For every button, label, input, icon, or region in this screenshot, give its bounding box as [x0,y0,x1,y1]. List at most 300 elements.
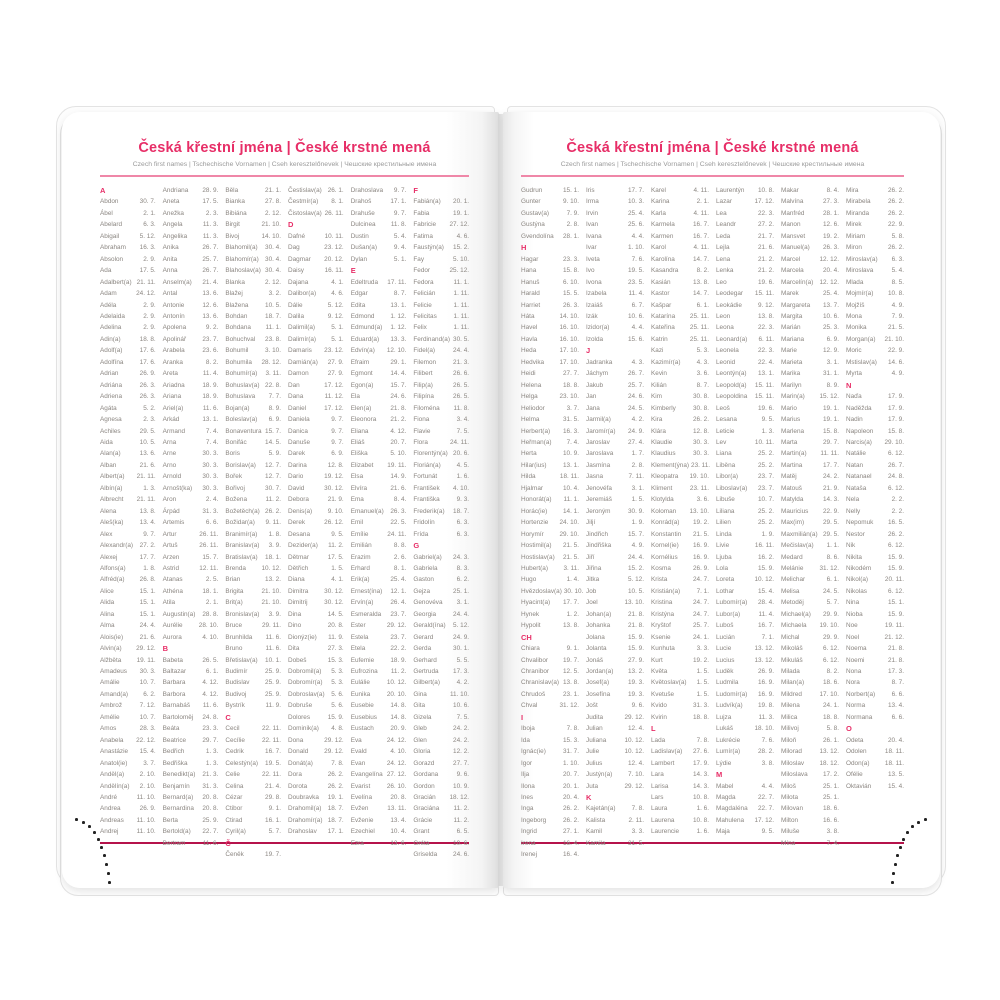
given-name: Gordon [413,782,435,790]
name-entry [100,288,156,299]
name-day-date: 2. 4. [205,496,219,504]
name-entry [225,643,281,654]
given-name: Brit(a) [225,599,243,607]
name-entry [225,792,281,803]
name-day-date: 15. 9. [628,645,644,653]
given-name: Boleslav(a) [225,416,258,424]
given-name: Nikol(a) [846,576,869,584]
name-entry [225,219,281,230]
name-day-date: 16. 10. [559,324,579,332]
given-name: Malvína [781,198,804,206]
name-entry [521,620,579,631]
name-entry [413,655,469,666]
name-entry [225,288,281,299]
given-name: Lumír(a) [716,748,741,756]
name-day-date: 28. 10. [198,622,219,630]
name-day-date: 1. 11. [453,290,470,298]
name-entry [521,368,579,379]
given-name: Dina [288,610,302,618]
name-entry [288,448,344,459]
given-name: Aranka [162,358,183,366]
given-name: Dajana [288,278,309,286]
name-entry [100,620,156,631]
given-name: Natálie [846,450,866,458]
name-entry [521,815,579,826]
name-day-date: 3. 9. [268,542,282,550]
name-entry [163,712,219,723]
name-day-date: 24. 6. [453,851,470,859]
name-day-date: 30. 1. [453,645,470,653]
name-day-date: 6. 12. [888,587,904,595]
given-name: Brenda [225,564,246,572]
given-name: Ferdinand(a) [413,335,450,343]
letter-header: O [846,724,852,734]
given-name: Juta [586,782,599,790]
name-day-date: 20. 4. [888,736,904,744]
given-name: Maxmilián(a) [781,530,818,538]
name-day-date: 17. 7. [563,599,579,607]
name-entry [586,700,644,711]
name-day-date: 2. 1. [696,198,709,206]
given-name: Anabela [100,736,124,744]
given-name: Jolana [586,633,605,641]
name-entry [163,609,219,620]
given-name: Anatol(ie) [100,759,128,767]
name-entry [100,254,156,265]
given-name: Hynek [521,610,540,618]
name-entry [781,529,839,540]
given-name: Mlada [846,278,864,286]
name-entry [846,219,904,230]
name-entry [225,265,281,276]
name-entry [586,277,644,288]
name-day-date: 13. 6. [202,290,219,298]
given-name: Matylda [781,496,804,504]
name-day-date: 4. 10. [453,484,470,492]
name-day-date: 10. 1. [265,656,282,664]
given-name: Lýdie [716,759,732,767]
given-name: Čestmír(a) [288,198,319,206]
given-name: Fridolín [413,519,435,527]
given-name: Naďa [846,393,862,401]
name-entry [586,311,644,322]
name-entry [651,815,709,826]
name-day-date: 15. 8. [888,427,904,435]
given-name: Lucie [716,645,732,653]
name-day-date: 30. 4. [265,255,282,263]
name-entry [413,448,469,459]
name-day-date: 14. 10. [559,312,579,320]
given-name: Katrin [651,335,668,343]
name-entry [288,311,344,322]
name-entry [651,803,709,814]
given-name: Leticie [716,427,735,435]
name-entry [413,712,469,723]
given-name: Emílie [350,530,369,538]
name-entry [351,448,407,459]
given-name: Jiří [586,553,595,561]
name-day-date: 15. 2. [628,564,644,572]
given-name: Marek [781,290,799,298]
name-entry [781,643,839,654]
given-name: Johan(a) [586,610,612,618]
name-day-date: 21. 5. [693,530,709,538]
name-entry [225,391,281,402]
given-name: Miloslav [781,759,805,767]
name-day-date: 10. 3. [628,198,644,206]
given-name: Andrej [100,828,119,836]
name-entry [413,334,469,345]
given-name: Dana [288,393,304,401]
name-day-date: 12. 12. [819,278,839,286]
name-day-date: 14. 6. [888,358,904,366]
name-day-date: 29. 8. [265,794,282,802]
given-name: Adolfína [100,358,124,366]
name-entry [163,517,219,528]
given-name: Mikuláš [781,656,803,664]
name-day-date: 3. 7. [143,759,156,767]
given-name: Boris [225,450,240,458]
perforation-dot [892,872,895,875]
name-day-date: 29. 10. [884,438,904,446]
given-name: Gerhard [413,656,437,664]
name-day-date: 15. 4. [758,587,774,595]
name-entry [521,746,579,757]
name-day-date: 12. 7. [265,473,282,481]
given-name: Luděk [716,668,734,676]
name-entry [351,414,407,425]
name-entry [163,403,219,414]
name-entry [521,311,579,322]
name-entry [351,597,407,608]
name-day-date: 15. 7. [628,530,644,538]
given-name: Herbert(a) [521,427,551,435]
given-name: Kvido [651,702,667,710]
name-entry [781,311,839,322]
name-day-date: 17. 5. [327,553,344,561]
name-day-date: 17. 9. [888,416,904,424]
perforation-dot [88,825,91,828]
name-entry [716,334,774,345]
given-name: Gréta [413,839,430,847]
given-name: Dita [288,645,300,653]
given-name: Gertruda [413,668,439,676]
name-day-date: 18. 1. [265,553,282,561]
given-name: Cecil [225,725,240,733]
name-entry [225,700,281,711]
name-day-date: 25. 1. [823,782,839,790]
name-entry [521,792,579,803]
name-entry [781,380,839,391]
name-entry [163,391,219,402]
name-day-date: 7. 5. [456,713,470,721]
name-entry [716,552,774,563]
given-name: Jošt [586,702,598,710]
given-name: Cecílie [225,736,245,744]
name-entry [225,380,281,391]
name-entry [225,517,281,528]
given-name: Anita [162,255,178,263]
name-day-date: 4. 6. [456,232,470,240]
given-name: Bojan(a) [225,404,250,412]
name-entry [100,471,156,482]
name-entry [163,826,219,837]
name-entry [225,185,281,196]
name-entry [651,334,709,345]
name-day-date: 5. 7. [268,828,282,836]
given-name: Dalimír(a) [288,335,317,343]
name-day-date: 18. 7. [453,507,470,515]
name-entry [846,196,904,207]
name-day-date: 26. 3. [139,381,156,389]
name-entry [586,448,644,459]
name-entry [521,609,579,620]
given-name: Libuše [716,496,735,504]
given-name: Hugo [521,576,537,584]
name-day-date: 17. 11. [387,278,407,286]
name-day-date: 22. 7. [758,805,774,813]
given-name: Lazar [716,198,732,206]
name-entry [288,781,344,792]
name-entry [846,677,904,688]
name-day-date: 5. 4. [393,232,407,240]
given-name: Libor(a) [716,473,739,481]
name-entry [521,597,579,608]
name-day-date: 23. 12. [324,244,344,252]
given-name: Cedrik [225,748,244,756]
name-day-date: 10. 6. [823,312,839,320]
given-name: Kašpar [651,301,672,309]
given-name: Karmela [651,221,675,229]
given-name: Gvendolína [521,232,554,240]
name-day-date: 24. 5. [823,587,839,595]
given-name: Gerda [413,645,432,653]
given-name: Faustýn(a) [413,244,444,252]
name-day-date: 22. 9. [823,507,839,515]
name-day-date: 17. 7. [823,461,839,469]
given-name: Ema [350,496,364,504]
given-name: Arabela [162,347,185,355]
given-name: Bořivoj [225,484,245,492]
given-name: Flavie [413,427,431,435]
name-day-date: 5. 3. [331,668,344,676]
name-entry [288,426,344,437]
given-name: Ivana [586,232,602,240]
given-name: Leoš [716,404,730,412]
name-day-date: 1. 11. [453,324,470,332]
name-day-date: 13. 6. [202,312,219,320]
given-name: Julian [586,725,603,733]
name-entry [521,689,579,700]
given-name: Nelly [846,507,861,515]
name-entry [351,689,407,700]
name-entry [716,677,774,688]
name-entry [586,196,644,207]
name-entry [100,826,156,837]
given-name: Mansvet [781,232,806,240]
name-day-date: 18. 6. [823,679,839,687]
name-day-date: 30. 8. [693,404,709,412]
name-day-date: 15. 1. [888,599,904,607]
name-entry [716,494,774,505]
name-day-date: 23. 10. [559,393,579,401]
name-entry [100,437,156,448]
name-day-date: 15. 9. [888,564,904,572]
name-day-date: 26. 2. [888,530,904,538]
name-entry [100,803,156,814]
given-name: Anna [162,267,178,275]
given-name: Andrea [100,805,121,813]
name-entry [351,746,407,757]
name-entry [288,437,344,448]
name-day-date: 12. 6. [202,301,219,309]
name-entry [100,448,156,459]
given-name: Lambert [651,759,675,767]
name-day-date: 5. 12. [453,622,470,630]
name-day-date: 12. 8. [693,427,709,435]
name-entry [586,826,644,837]
given-name: Gaston [413,576,434,584]
name-entry [586,643,644,654]
name-column [586,185,644,847]
given-name: Eduard(a) [350,335,380,343]
name-entry [586,437,644,448]
given-name: Fortunát [413,473,438,481]
given-name: Kalista [586,816,606,824]
name-day-date: 18. 9. [202,393,219,401]
given-name: Filemon [413,358,437,366]
name-day-date: 9. 7. [143,530,156,538]
name-day-date: 19. 3. [628,679,644,687]
name-day-date: 17. 10. [559,347,579,355]
letter-header: CH [521,632,532,642]
name-day-date: 25. 2. [758,461,774,469]
name-day-date: 16. 10. [559,335,579,343]
name-day-date: 21. 3. [202,771,219,779]
given-name: Adin(a) [100,335,121,343]
name-entry [413,311,469,322]
given-name: Eufemie [350,656,375,664]
given-name: Lev [716,438,727,446]
given-name: Izolda [586,335,604,343]
given-name: Aurélie [162,622,183,630]
given-name: Amálie [100,679,120,687]
name-day-date: 9. 12. [327,312,344,320]
given-name: Martin(a) [781,450,807,458]
name-day-date: 11. 1. [563,496,579,504]
name-entry [288,574,344,585]
name-day-date: 25. 6. [628,221,644,229]
name-day-date: 19. 1. [453,209,470,217]
name-day-date: 1. 2. [566,610,579,618]
given-name: Budislav [225,679,250,687]
name-day-date: 9. 1. [268,805,282,813]
name-day-date: 20. 8. [327,622,344,630]
name-day-date: 11. 3. [758,713,774,721]
name-day-date: 6. 3. [456,530,470,538]
name-entry [716,265,774,276]
name-day-date: 18. 9. [202,381,219,389]
name-entry [586,242,644,253]
given-name: Jolanta [586,645,607,653]
name-entry [288,506,344,517]
given-name: Apolena [162,324,187,332]
name-entry [225,803,281,814]
name-day-date: 24. 3. [453,553,470,561]
name-entry [413,414,469,425]
name-day-date: 20. 1. [563,782,579,790]
given-name: Marcelín(a) [781,278,814,286]
given-name: Jana [586,404,600,412]
name-day-date: 27. 2. [139,542,156,550]
given-name: Estela [350,633,369,641]
name-day-date: 8. 5. [891,278,904,286]
name-day-date: 1. 8. [268,530,282,538]
name-columns [100,185,470,859]
name-entry [651,563,709,574]
name-entry [413,357,469,368]
given-name: Napoleon [846,427,874,435]
name-entry [521,494,579,505]
name-entry [351,300,407,311]
name-entry [586,517,644,528]
name-entry [225,208,281,219]
name-entry [225,437,281,448]
given-name: Noel [846,633,860,641]
name-day-date: 5. 10. [453,255,470,263]
name-entry [586,586,644,597]
name-day-date: 16. 9. [693,553,709,561]
name-day-date: 26. 9. [139,805,156,813]
name-entry [781,586,839,597]
name-day-date: 11. 3. [202,221,219,229]
name-day-date: 6. 2. [456,576,470,584]
name-entry [521,769,579,780]
name-entry [225,483,281,494]
name-day-date: 28. 12. [261,358,282,366]
name-day-date: 13. 7. [823,301,839,309]
given-name: Lada [651,736,666,744]
given-name: Lubomír(a) [716,599,748,607]
given-name: Gordana [413,771,439,779]
given-name: Maja [716,828,730,836]
name-day-date: 21. 10. [261,599,282,607]
name-entry [413,494,469,505]
name-day-date: 3. 8. [826,828,839,836]
name-entry [846,311,904,322]
name-day-date: 27. 3. [823,198,839,206]
name-entry [288,826,344,837]
given-name: Alois(ie) [100,633,124,641]
name-day-date: 27. 9. [327,358,344,366]
given-name: Etela [350,645,366,653]
name-day-date: 16. 4. [563,851,579,859]
name-day-date: 13. 1. [758,370,774,378]
name-entry [651,368,709,379]
name-entry [100,792,156,803]
name-entry [225,448,281,459]
name-entry [225,655,281,666]
given-name: Anselm(a) [162,278,192,286]
name-entry [100,563,156,574]
name-day-date: 5. 12. [327,301,344,309]
name-day-date: 9. 7. [331,438,344,446]
given-name: Margareta [781,301,811,309]
name-day-date: 21. 9. [327,496,344,504]
name-entry [288,746,344,757]
name-entry [100,723,156,734]
given-name: Glen [413,736,427,744]
